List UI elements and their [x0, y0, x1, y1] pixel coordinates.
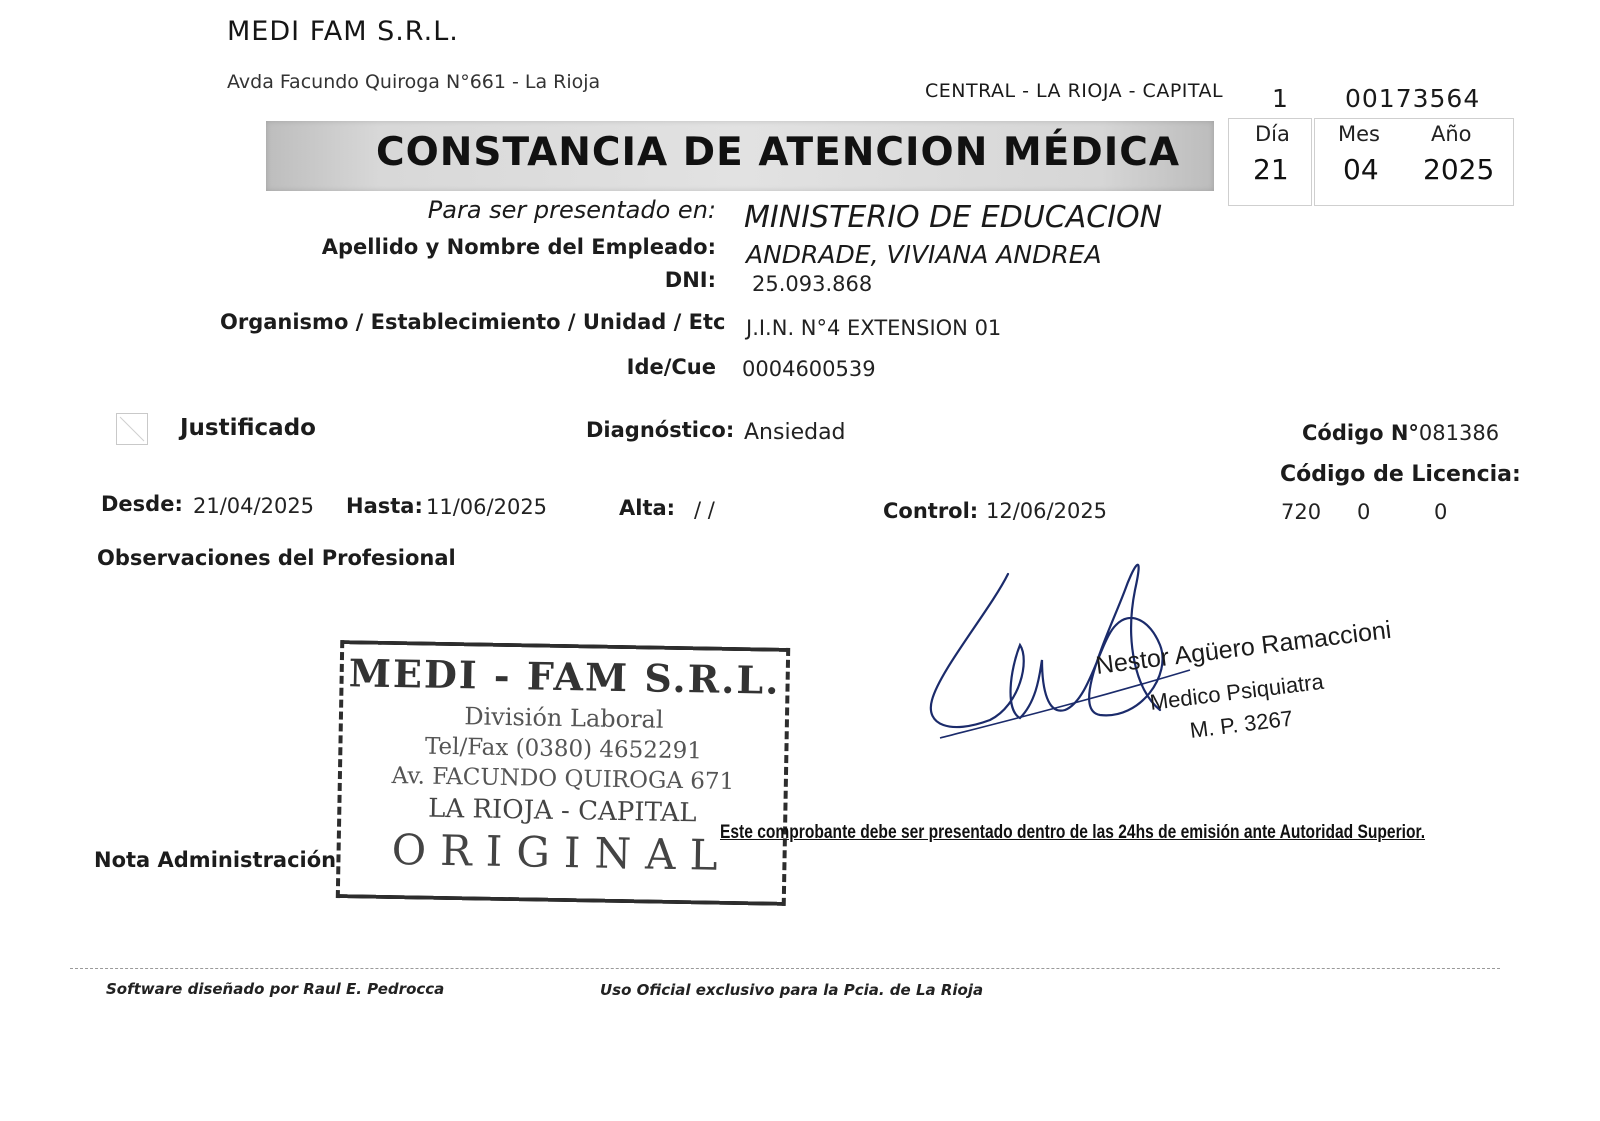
presentado-label: Para ser presentado en: — [427, 196, 716, 224]
month-label: Mes — [1338, 122, 1380, 146]
empleado-value: ANDRADE, VIVIANA ANDREA — [746, 240, 1102, 269]
nota-administracion-label: Nota Administración — [94, 848, 337, 872]
desde-value: 21/04/2025 — [193, 494, 315, 518]
signature-license: M. P. 3267 — [1188, 705, 1295, 743]
dni-label: DNI: — [664, 268, 716, 292]
codigo-licencia-label: Código de Licencia: — [1280, 462, 1521, 487]
alta-label: Alta: — [619, 496, 676, 520]
day-label: Día — [1255, 122, 1290, 146]
stamp-line-1: MEDI - FAM S.R.L. — [348, 650, 781, 703]
official-use-note: Uso Oficial exclusivo para la Pcia. de La Rioja — [600, 981, 984, 999]
idecue-value: 0004600539 — [742, 357, 876, 381]
observaciones-label: Observaciones del Profesional — [97, 546, 456, 570]
alta-value: / / — [694, 498, 715, 522]
diagnostico-label: Diagnóstico: — [586, 418, 735, 442]
document-number: 00173564 — [1345, 84, 1481, 113]
month-value: 04 — [1343, 153, 1379, 186]
signature-name: Nestor Agüero Ramaccioni — [1094, 615, 1393, 680]
hasta-label: Hasta: — [346, 494, 423, 518]
licencia-code-3: 0 — [1434, 500, 1448, 524]
control-value: 12/06/2025 — [986, 499, 1108, 523]
validity-notice: Este comprobante debe ser presentado dentro de las 24hs de emisión ante Autoridad Superior. — [720, 822, 1426, 843]
company-address: Avda Facundo Quiroga N°661 - La Rioja — [227, 71, 601, 93]
company-stamp — [336, 640, 790, 906]
stamp-line-6: ORIGINAL — [391, 825, 732, 880]
stamp-line-2: División Laboral — [464, 702, 664, 734]
diagnostico-value: Ansiedad — [744, 420, 846, 445]
justificado-label: Justificado — [180, 415, 316, 441]
software-credit: Software diseñado por Raul E. Pedrocca — [106, 980, 445, 998]
organismo-label: Organismo / Establecimiento / Unidad / Etc — [220, 310, 726, 334]
idecue-label: Ide/Cue — [626, 355, 716, 379]
licencia-code-1: 720 — [1281, 500, 1322, 524]
empleado-label: Apellido y Nombre del Empleado: — [321, 235, 716, 259]
stamp-line-5: LA RIOJA - CAPITAL — [427, 793, 697, 829]
presentado-value: MINISTERIO DE EDUCACION — [744, 200, 1163, 235]
stamp-line-3: Tel/Fax (0380) 4652291 — [424, 733, 703, 765]
codigo-number — [1302, 421, 1499, 445]
dni-value: 25.093.868 — [752, 272, 873, 296]
branch-label: CENTRAL - LA RIOJA - CAPITAL — [925, 80, 1224, 102]
codigo-label: Código N° — [1302, 421, 1419, 445]
day-value: 21 — [1253, 153, 1289, 186]
document-title: CONSTANCIA DE ATENCION MÉDICA — [376, 130, 1181, 175]
footer-divider — [70, 968, 1500, 969]
control-label: Control: — [883, 499, 979, 523]
stamp-line-4: Av. FACUNDO QUIROGA 671 — [391, 763, 735, 795]
codigo-value: 081386 — [1418, 421, 1500, 445]
licencia-code-2: 0 — [1357, 500, 1371, 524]
desde-label: Desde: — [101, 492, 183, 516]
hasta-value: 11/06/2025 — [426, 495, 548, 519]
checkbox-cross-icon — [117, 414, 147, 444]
year-label: Año — [1431, 122, 1472, 146]
document-series: 1 — [1272, 84, 1288, 113]
company-name: MEDI FAM S.R.L. — [227, 16, 459, 47]
justificado-checkbox — [116, 413, 148, 445]
signature-role: Medico Psiquiatra — [1148, 668, 1326, 715]
year-value: 2025 — [1423, 153, 1495, 186]
organismo-value: J.I.N. N°4 EXTENSION 01 — [746, 316, 1002, 340]
